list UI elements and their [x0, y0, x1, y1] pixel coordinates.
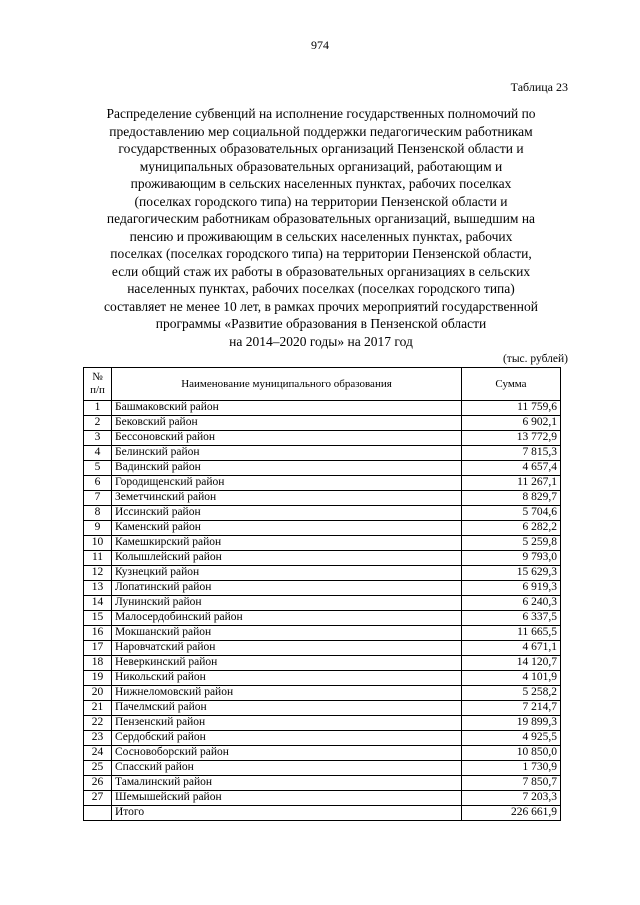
- municipality-name: Сердобский район: [112, 731, 462, 746]
- row-sum: 6 919,3: [462, 581, 561, 596]
- row-sum: 4 657,4: [462, 461, 561, 476]
- row-sum: 8 829,7: [462, 491, 561, 506]
- table-row: [84, 461, 561, 476]
- municipality-name: Городищенский район: [112, 476, 462, 491]
- municipality-name: Кузнецкий район: [112, 566, 462, 581]
- row-number: 17: [84, 641, 112, 656]
- municipality-name: Белинский район: [112, 446, 462, 461]
- row-number: [84, 806, 112, 821]
- table-row: [84, 446, 561, 461]
- row-sum: 4 101,9: [462, 671, 561, 686]
- table-row: [84, 641, 561, 656]
- title-line: предоставлению мер социальной поддержки педагогическим работникам: [109, 123, 533, 139]
- title-line: составляет не менее 10 лет, в рамках прочих мероприятий государственной: [104, 298, 538, 314]
- header-sum: Сумма: [462, 368, 561, 401]
- table-row: [84, 581, 561, 596]
- table-row: [84, 491, 561, 506]
- municipality-name: Бековский район: [112, 416, 462, 431]
- municipality-name: Иссинский район: [112, 506, 462, 521]
- municipality-name: Пачелмский район: [112, 701, 462, 716]
- municipality-name: Мокшанский район: [112, 626, 462, 641]
- row-sum: 4 925,5: [462, 731, 561, 746]
- table-row: [84, 596, 561, 611]
- municipality-name: Неверкинский район: [112, 656, 462, 671]
- row-sum: 19 899,3: [462, 716, 561, 731]
- table-row: [84, 761, 561, 776]
- title-line: проживающим в сельских населенных пунктах, рабочих поселках: [130, 176, 512, 191]
- title-line: муниципальных образовательных организаций, работающим и: [139, 158, 503, 174]
- table-row: [84, 686, 561, 701]
- row-sum: 6 282,2: [462, 521, 561, 536]
- row-number: 15: [84, 611, 112, 626]
- row-number: 24: [84, 746, 112, 761]
- table-row: [84, 746, 561, 761]
- table-row: [84, 506, 561, 521]
- row-number: 10: [84, 536, 112, 551]
- units-note: (тыс. рублей): [502, 353, 568, 365]
- row-number: 23: [84, 731, 112, 746]
- table-row: [84, 431, 561, 446]
- row-number: 14: [84, 596, 112, 611]
- table-row: [84, 626, 561, 641]
- subvention-table: [83, 367, 561, 821]
- table-label: Таблица 23: [510, 80, 568, 94]
- title-line: поселках (поселках городского типа) на территории Пензенской области,: [110, 246, 532, 261]
- row-sum: 13 772,9: [462, 431, 561, 446]
- row-number: 12: [84, 566, 112, 581]
- row-number: 27: [84, 791, 112, 806]
- row-number: 11: [84, 551, 112, 566]
- row-number: 26: [84, 776, 112, 791]
- total-row: [84, 806, 561, 821]
- table-header-row: [84, 368, 561, 401]
- municipality-name: Вадинский район: [112, 461, 462, 476]
- municipality-name: Пензенский район: [112, 716, 462, 731]
- municipality-name: Тамалинский район: [112, 776, 462, 791]
- title-line: Распределение субвенций на исполнение государственных полномочий по: [106, 106, 536, 121]
- page-number: 974: [311, 38, 329, 52]
- title-line: педагогическим работникам образовательных организаций, вышедшим на: [106, 211, 536, 226]
- row-number: 22: [84, 716, 112, 731]
- municipality-name: Малосердобинский район: [112, 611, 462, 626]
- row-sum: 15 629,3: [462, 566, 561, 581]
- table-row: [84, 416, 561, 431]
- table-row: [84, 671, 561, 686]
- title-line: (поселках городского типа) на территории Пензенской области и: [134, 193, 508, 209]
- row-sum: 5 259,8: [462, 536, 561, 551]
- table-row: [84, 536, 561, 551]
- table-row: [84, 791, 561, 806]
- municipality-name: Спасский район: [112, 761, 462, 776]
- row-number: 25: [84, 761, 112, 776]
- row-number: 8: [84, 506, 112, 521]
- row-sum: 1 730,9: [462, 761, 561, 776]
- municipality-name: Никольский район: [112, 671, 462, 686]
- municipality-name: Нижнеломовский район: [112, 686, 462, 701]
- row-number: 20: [84, 686, 112, 701]
- row-sum: 9 793,0: [462, 551, 561, 566]
- row-sum: 11 665,5: [462, 626, 561, 641]
- row-number: 19: [84, 671, 112, 686]
- table-row: [84, 716, 561, 731]
- title-line: программы «Развитие образования в Пензенской области: [155, 316, 487, 331]
- municipality-name: Лопатинский район: [112, 581, 462, 596]
- table-row: [84, 656, 561, 671]
- row-sum: 11 759,6: [462, 401, 561, 416]
- table-row: [84, 521, 561, 536]
- title-line: населенных пунктах, рабочих поселках (поселках городского типа): [127, 281, 515, 296]
- row-number: 18: [84, 656, 112, 671]
- municipality-name: Шемышейский район: [112, 791, 462, 806]
- municipality-name: Лунинский район: [112, 596, 462, 611]
- table-row: [84, 566, 561, 581]
- table-row: [84, 476, 561, 491]
- municipality-name: Сосновоборский район: [112, 746, 462, 761]
- row-number: 6: [84, 476, 112, 491]
- row-number: 4: [84, 446, 112, 461]
- row-number: 13: [84, 581, 112, 596]
- row-sum: 7 850,7: [462, 776, 561, 791]
- document-title: [78, 105, 564, 350]
- municipality-name: Камешкирский район: [112, 536, 462, 551]
- row-sum: 226 661,9: [462, 806, 561, 821]
- row-number: 16: [84, 626, 112, 641]
- row-number: 2: [84, 416, 112, 431]
- municipality-name: Земетчинский район: [112, 491, 462, 506]
- municipality-name: Наровчатский район: [112, 641, 462, 656]
- title-line: пенсию и проживающим в сельских населенных пунктах, рабочих: [129, 228, 513, 244]
- row-number: 9: [84, 521, 112, 536]
- row-sum: 10 850,0: [462, 746, 561, 761]
- table-body: [84, 401, 561, 821]
- table-row: [84, 731, 561, 746]
- row-sum: 14 120,7: [462, 656, 561, 671]
- row-sum: 7 203,3: [462, 791, 561, 806]
- municipality-name: Итого: [112, 806, 462, 821]
- table-row: [84, 611, 561, 626]
- row-number: 7: [84, 491, 112, 506]
- row-sum: 7 815,3: [462, 446, 561, 461]
- row-sum: 5 258,2: [462, 686, 561, 701]
- municipality-name: Колышлейский район: [112, 551, 462, 566]
- row-sum: 11 267,1: [462, 476, 561, 491]
- title-line: государственных образовательных организаций Пензенской области и: [118, 141, 524, 156]
- row-number: 5: [84, 461, 112, 476]
- row-sum: 6 902,1: [462, 416, 561, 431]
- row-sum: 6 337,5: [462, 611, 561, 626]
- row-number: 3: [84, 431, 112, 446]
- title-line: если общий стаж их работы в образовательных организациях в сельских: [111, 263, 531, 279]
- municipality-name: Каменский район: [112, 521, 462, 536]
- row-sum: 7 214,7: [462, 701, 561, 716]
- row-number: 1: [84, 401, 112, 416]
- row-sum: 4 671,1: [462, 641, 561, 656]
- table-row: [84, 701, 561, 716]
- title-line: на 2014–2020 годы» на 2017 год: [229, 333, 413, 349]
- header-number: № п/п: [84, 368, 112, 401]
- row-number: 21: [84, 701, 112, 716]
- municipality-name: Башмаковский район: [112, 401, 462, 416]
- header-municipality: Наименование муниципального образования: [112, 368, 462, 401]
- table-row: [84, 776, 561, 791]
- table-row: [84, 401, 561, 416]
- table-row: [84, 551, 561, 566]
- municipality-name: Бессоновский район: [112, 431, 462, 446]
- row-sum: 5 704,6: [462, 506, 561, 521]
- row-sum: 6 240,3: [462, 596, 561, 611]
